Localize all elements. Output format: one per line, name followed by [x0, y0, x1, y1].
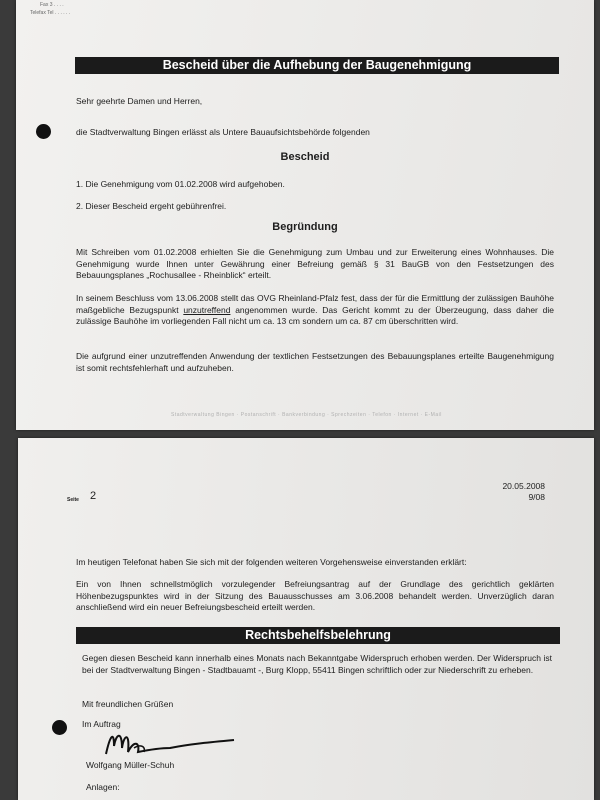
- heading-bescheid: Bescheid: [280, 151, 330, 163]
- signature: [100, 726, 240, 762]
- decision-item-1: 1. Die Genehmigung vom 01.02.2008 wird aufgehoben.: [76, 179, 285, 189]
- reason-paragraph-3: Die aufgrund einer unzutreffenden Anwendung der textlichen Festsetzungen des Bebauungsplanes erteilte Baugenehmigung ist somit rechtsfehlerhaft und aufzuheben.: [76, 351, 554, 373]
- document-date: 20.05.2008: [502, 481, 545, 491]
- attachments-label: Anlagen:: [86, 782, 120, 792]
- document-page-1: [16, 0, 594, 430]
- intro-text: die Stadtverwaltung Bingen erlässt als Untere Bauaufsichtsbehörde folgenden: [76, 127, 370, 137]
- procedure-paragraph: Ein von Ihnen schnellstmöglich vorzulegender Befreiungsantrag auf der Grundlage des gerichtlich geklärten Höhenbezugspunktes wird in der Sitzung des Bauausschusses am 3.06.2008 behandelt werden. Unverzüglich daran anschließend wird ein neuer Befreiungsbescheid erteilt werden.: [76, 579, 554, 612]
- underlined-word: unzutreffend: [183, 304, 231, 315]
- reason-paragraph-1: Mit Schreiben vom 01.02.2008 erhielten Sie die Genehmigung zum Umbau und zur Erweiterung eines Wohnhauses. Die Genehmigung wurde Ihnen unter Gewährung einer Befreiung gemäß § 31 BauGB von den Festsetzungen des Bebauungsplanes „Rochusallee - Rheinblick“ erteilt.: [76, 247, 554, 280]
- title-banner: Bescheid über die Aufhebung der Baugenehmigung: [75, 57, 559, 74]
- header-line-2: Telefax Tel . . . . . .: [30, 10, 71, 16]
- legal-remedy-text: Gegen diesen Bescheid kann innerhalb eines Monats nach Bekanntgabe Widerspruch erhoben werden. Der Widerspruch ist bei der Stadtverwaltung Bingen - Stadtbauamt -, Burg Klopp, 55411 Bingen schriftlich oder zur Niederschrift zu erheben.: [82, 653, 552, 675]
- closing-greeting: Mit freundlichen Grüßen: [82, 699, 174, 709]
- footer-faint-text: Stadtverwaltung Bingen · Postanschrift · Bankverbindung · Sprechzeiten · Telefon · Internet · E-Mail: [171, 412, 442, 418]
- heading-begruendung: Begründung: [272, 221, 338, 233]
- legal-remedy-banner: Rechtsbehelfsbelehrung: [76, 627, 560, 644]
- signer-name: Wolfgang Müller-Schuh: [86, 760, 175, 770]
- punch-hole: [52, 720, 67, 735]
- punch-hole: [36, 124, 51, 139]
- salutation: Sehr geehrte Damen und Herren,: [76, 96, 203, 106]
- on-behalf-label: Im Auftrag: [82, 719, 121, 729]
- header-line-1: Fax 3 . . . .: [40, 2, 64, 8]
- reference-number: 9/08: [528, 492, 545, 502]
- document-page-2: [18, 438, 594, 800]
- page-label: Seite: [67, 497, 79, 503]
- phone-call-paragraph: Im heutigen Telefonat haben Sie sich mit der folgenden weiteren Vorgehensweise einverstanden erklärt:: [76, 557, 467, 567]
- decision-item-2: 2. Dieser Bescheid ergeht gebührenfrei.: [76, 201, 227, 211]
- reason-paragraph-2-end: angenommen wurde. Das Gericht kommt zu der Überzeugung, dass daher die zulässige Bauhöhe im vorliegenden Fall nicht um ca. 13 cm sondern um ca. 87 cm überschritten wird.: [76, 304, 554, 326]
- reason-paragraph-2-start: In seinem Beschluss vom 13.06.2008 stellt das OVG Rheinland-Pfalz fest, dass der für die Ermittlung der zulässigen Bauhöhe maßgebliche Bezugspunkt: [76, 293, 554, 315]
- reason-paragraph-2: [76, 293, 554, 328]
- page-number: 2: [90, 490, 97, 502]
